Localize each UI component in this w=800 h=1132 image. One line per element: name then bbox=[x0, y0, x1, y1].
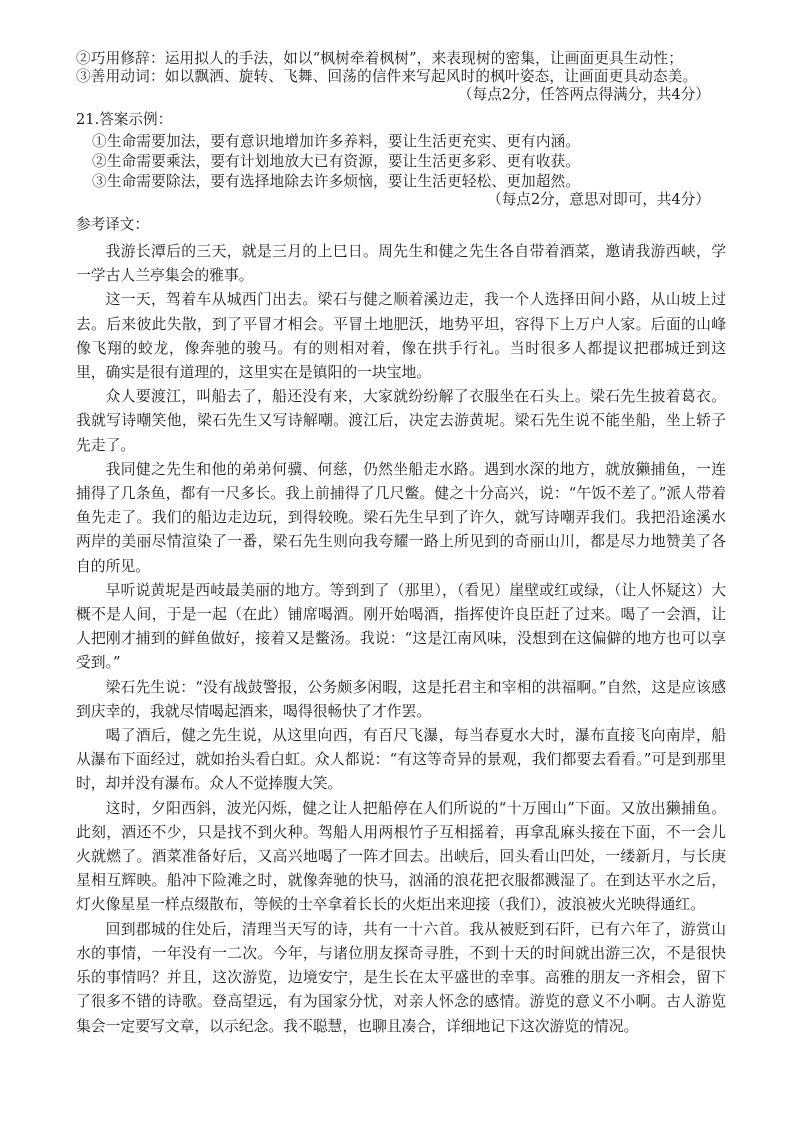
q21-example-3: ③生命需要除法，要有选择地除去许多烦恼，要让生活更轻松、更加超然。 bbox=[92, 173, 581, 190]
translation-paragraph: 众人要渡江，叫船去了，船还没有来，大家就纷纷解了衣服坐在石头上。梁石先生披着葛衣。我就写诗嘲笑他，梁石先生又写诗解嘲。渡江后，决定去游黄坭。梁石先生说不能坐船，坐上轿子先走了。 bbox=[76, 388, 726, 454]
translation-paragraph: 这一天，驾着车从城西门出去。梁石与健之顺着溪边走，我一个人选择田间小路，从山坡上过去。后来彼此失散，到了平冒才相会。平冒土地肥沃，地势平坦，容得下上万户人家。后面的山峰像飞翔的蛟龙，像奔驰的骏马。有的则相对着，像在拱手行礼。当时很多人都提议把郡城迁到这里，确实是很有道理的，这里实在是镇阳的一块宝地。 bbox=[76, 291, 726, 382]
translation-paragraph: 早听说黄坭是西岐最美丽的地方。等到到了（那里），（看见）崖壁或红或绿，（让人怀疑这）大概不是人间，于是一起（在此）铺席喝酒。刚开始喝酒，指挥使许良臣赶了过来。喝了一会酒，让人把刚才捕到的鲜鱼做好，接着又是鳖汤。我说：“这是江南风味，没想到在这偏僻的地方也可以享受到。” bbox=[76, 581, 726, 672]
translation-paragraph: 这时，夕阳西斜，波光闪烁，健之让人把船停在人们所说的“十万囤山”下面。又放出獭捕鱼。此刻，酒还不少，只是找不到火种。驾船人用两根竹子互相摇着，再拿乱麻头接在下面，不一会儿火就燃了。酒菜准备好后，又高兴地喝了一阵才回去。出峡后，回头看山凹处，一缕新月，与长庚星相互辉映。船冲下险滩之时，就像奔驰的快马，汹涌的浪花把衣服都溅湿了。在到达平水之后，灯火像星星一样点缀散布，等候的士卒拿着长长的火炬出来迎接（我们），波浪被火光映得通红。 bbox=[76, 799, 726, 914]
translation-paragraph: 回到郡城的住处后，清理当天写的诗，共有一十六首。我从被贬到石阡，已有六年了，游赏山水的事情，一年没有一二次。今年，与诸位朋友探奇寻胜，不到十天的时间就出游三次，不是很快乐的事情吗？并且，这次游览，边境安宁，是生长在太平盛世的幸事。高雅的朋友一齐相会，留下了很多不错的诗歌。登高望远，有为国家分忧，对亲人怀念的感情。游览的意义不小啊。古人游览集会一定要写文章，以示纪念。我不聪慧，也聊且凑合，详细地记下这次游览的情况。 bbox=[76, 920, 726, 1035]
question-21-heading: 21.答案示例： bbox=[76, 111, 173, 128]
translation-paragraph: 我游长潭后的三天，就是三月的上巳日。周先生和健之先生各自带着酒菜，邀请我游西峡，学一学古人兰亭集会的雅事。 bbox=[76, 243, 726, 285]
q21-example-1: ①生命需要加法，要有意识地增加许多养料，要让生活更充实、更有内涵。 bbox=[92, 133, 581, 150]
score-note-q20: （每点2分，任答两点得满分，共4分） bbox=[457, 86, 710, 103]
answer-line-verbs: ③善用动词：如以飘洒、旋转、飞舞、回荡的信件来写起风时的枫叶姿态，让画面更具动态美。 bbox=[76, 68, 698, 85]
answer-line-rhetoric: ②巧用修辞：运用拟人的手法，如以“枫树牵着枫树”，来表现树的密集，让画面更具生动性； bbox=[76, 50, 684, 67]
translation-paragraph: 喝了酒后，健之先生说，从这里向西，有百尺飞瀑，每当春夏水大时，瀑布直接飞向南岸，船从瀑布下面经过，就如抬头看白虹。众人都说：“有这等奇异的景观，我们都要去看看。”可是到那里时，却并没有瀑布。众人不觉捧腹大笑。 bbox=[76, 727, 726, 793]
score-note-q21: （每点2分，意思对即可，共4分） bbox=[487, 191, 710, 208]
translation-paragraph: 我同健之先生和他的弟弟何骥、何慈，仍然坐船走水路。遇到水深的地方，就放獭捕鱼，一连捕得了几条鱼，都有一尺多长。我上前捕得了几尺鳖。健之十分高兴，说：“午饭不差了。”派人带着鱼先走了。我们的船边走边玩，到得较晚。梁石先生早到了许久，就写诗嘲弄我们。我把沿途溪水两岸的美丽尽情渲染了一番，梁石先生则向我夸耀一路上所见到的奇丽山川，都是尽力地赞美了各自的所见。 bbox=[76, 460, 726, 575]
translation-paragraph: 梁石先生说：“没有战鼓警报，公务颇多闲暇，这是托君主和宰相的洪福啊。”自然，这是应该感到庆幸的，我就尽情喝起酒来，喝得很畅快了才作罢。 bbox=[76, 678, 726, 720]
translation-body bbox=[76, 240, 726, 1039]
translation-title: 参考译文： bbox=[76, 216, 149, 233]
q21-example-2: ②生命需要乘法，要有计划地放大已有资源，要让生活更多彩、更有收获。 bbox=[92, 153, 581, 170]
